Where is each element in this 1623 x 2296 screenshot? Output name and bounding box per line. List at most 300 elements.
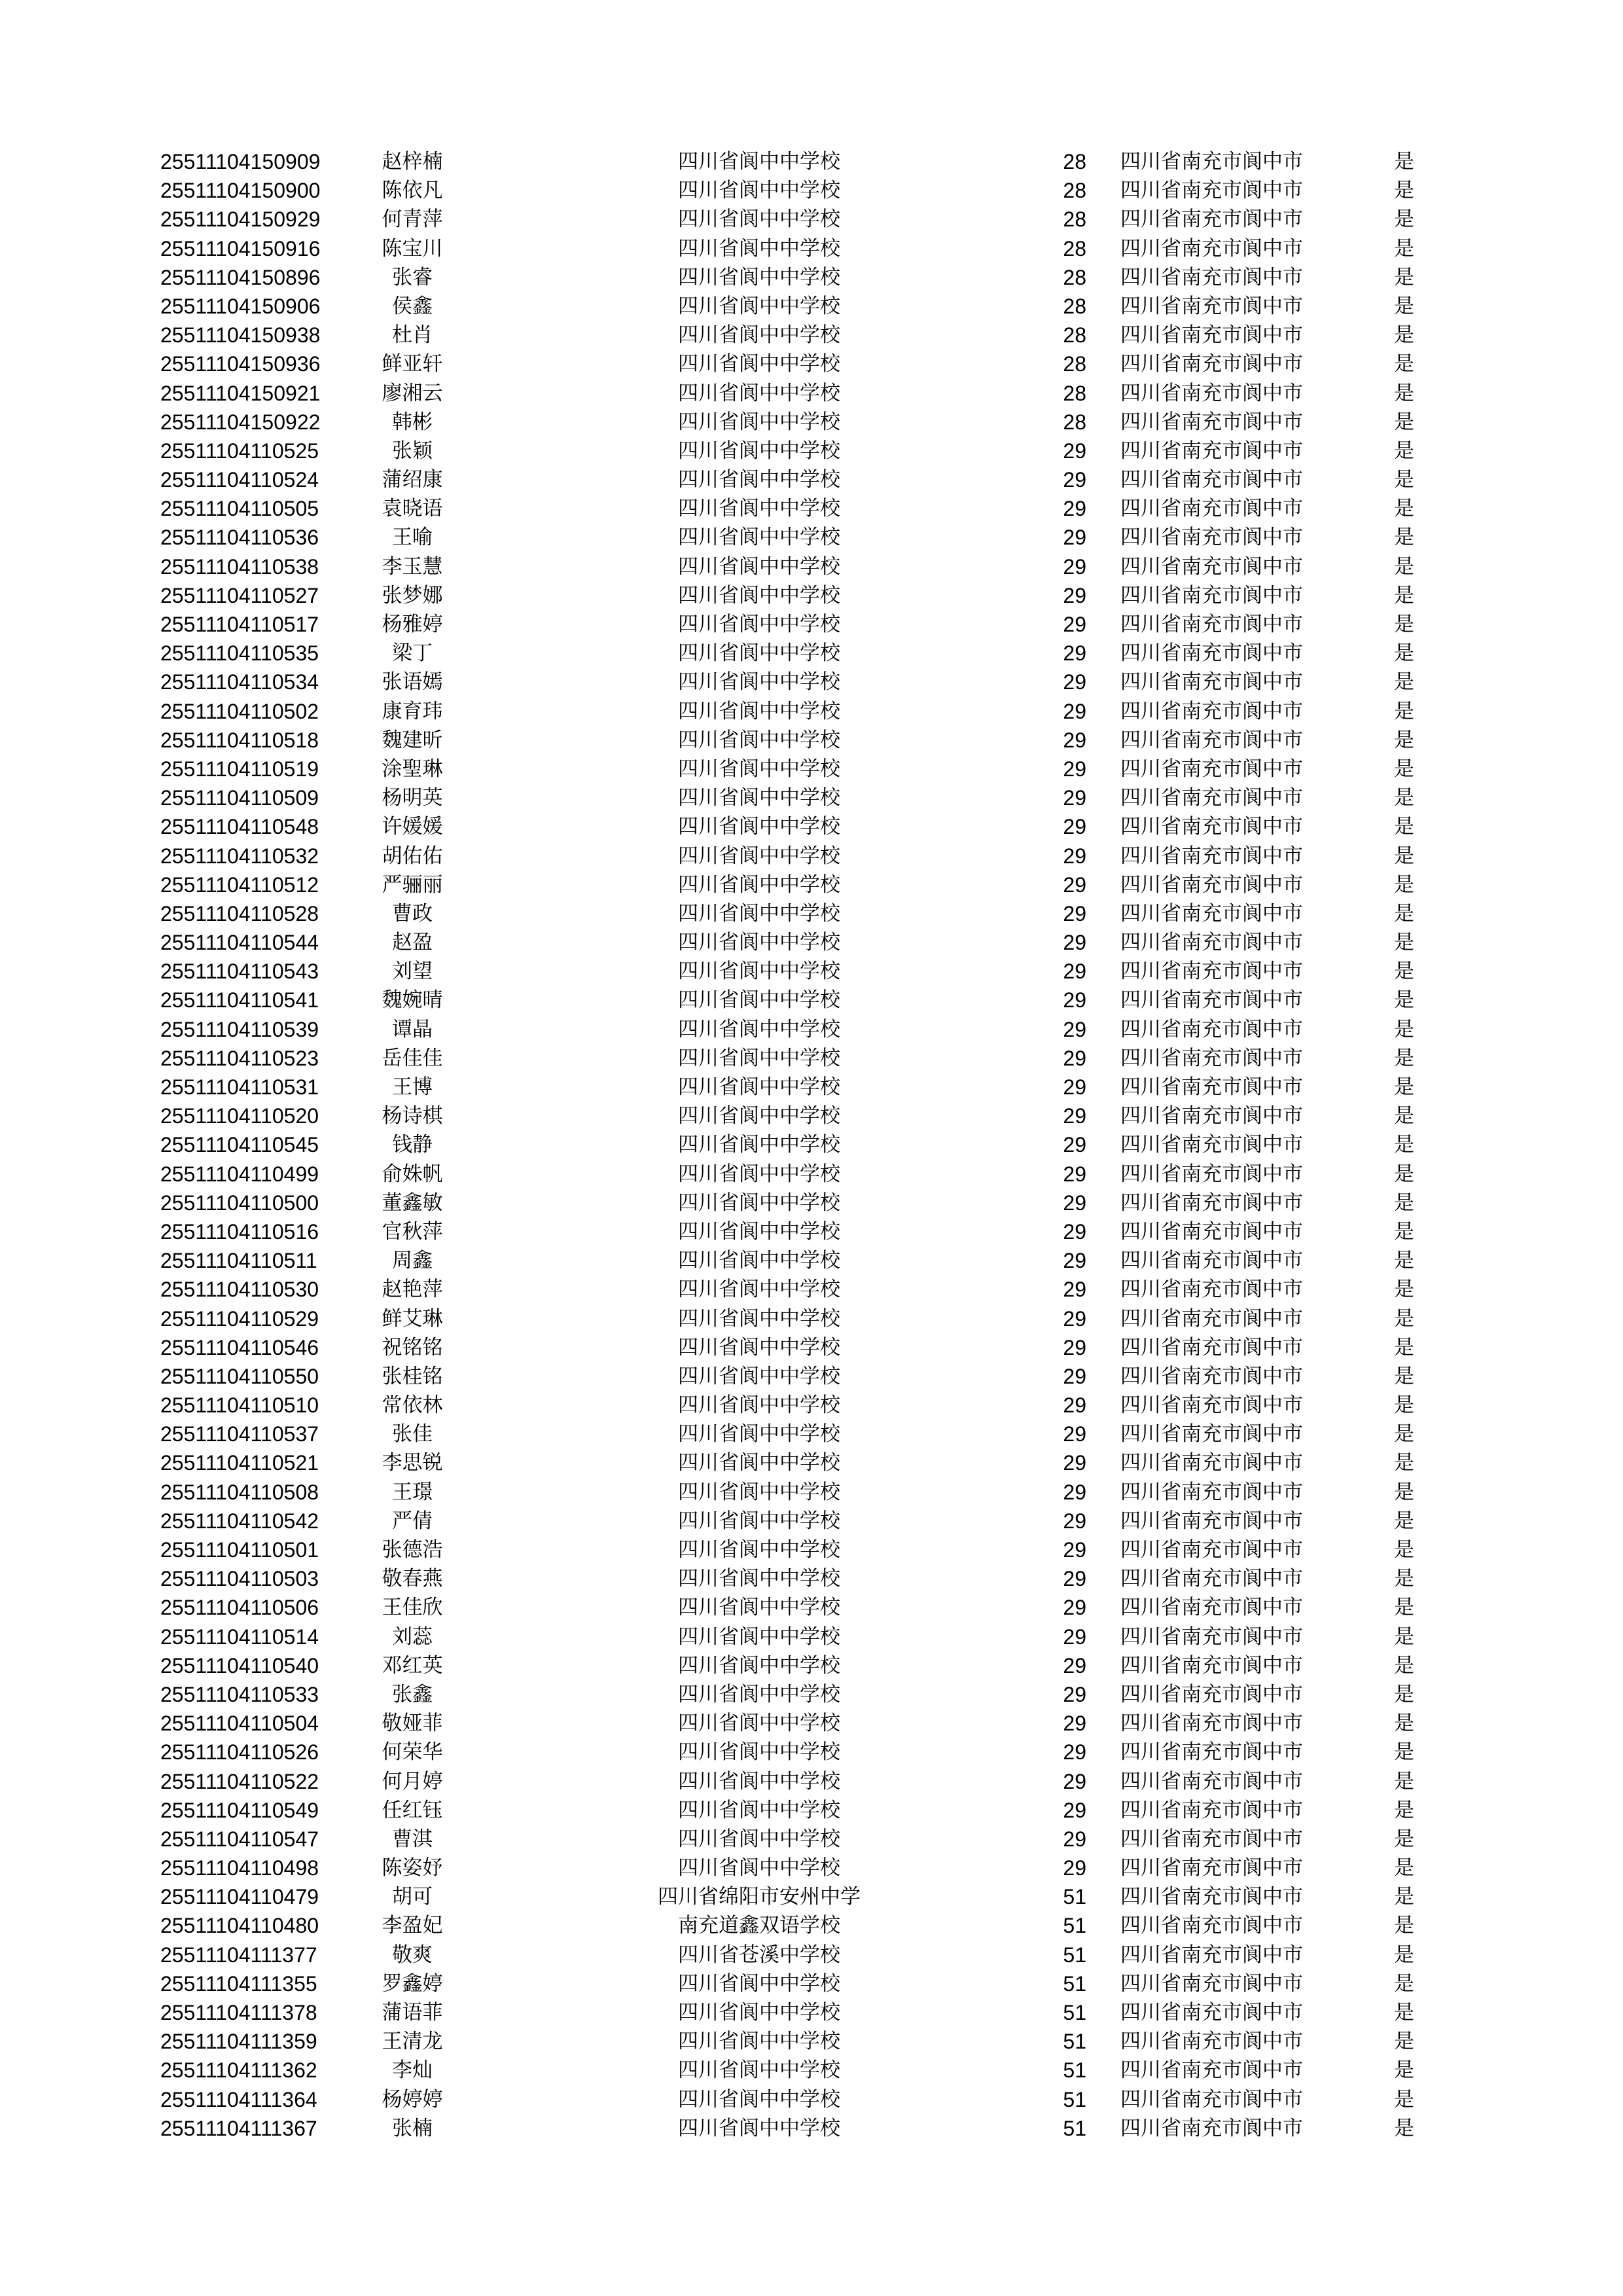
region: 四川省南充市阆中市 — [1120, 1046, 1303, 1070]
student-name: 邓红英 — [382, 1653, 443, 1677]
class-number: 51 — [1063, 2001, 1086, 2024]
region: 四川省南充市阆中市 — [1120, 439, 1303, 463]
table-row — [0, 639, 1623, 668]
student-id: 25511104150921 — [160, 381, 321, 405]
school-name: 四川省阆中中学校 — [678, 960, 840, 984]
status-flag: 是 — [1394, 583, 1414, 607]
student-name: 张德浩 — [382, 1538, 443, 1562]
class-number: 51 — [1063, 1885, 1086, 1909]
student-name: 康育玮 — [382, 699, 443, 723]
student-id: 25511104110539 — [160, 1017, 319, 1041]
student-id: 25511104110531 — [160, 1075, 319, 1099]
school-name: 四川省阆中中学校 — [678, 236, 840, 260]
class-number: 29 — [1063, 1624, 1086, 1649]
school-name: 四川省阆中中学校 — [678, 931, 840, 955]
student-id: 25511104110525 — [160, 439, 319, 463]
class-number: 29 — [1063, 844, 1086, 868]
table-row — [0, 1246, 1623, 1275]
class-number: 28 — [1063, 294, 1086, 318]
table-row — [0, 321, 1623, 350]
school-name: 四川省阆中中学校 — [678, 1509, 840, 1533]
school-name: 四川省阆中中学校 — [678, 1856, 840, 1880]
table-row — [0, 1189, 1623, 1217]
region: 四川省南充市阆中市 — [1120, 1712, 1303, 1736]
student-id: 25511104110537 — [160, 1422, 319, 1446]
status-flag: 是 — [1394, 1075, 1414, 1099]
status-flag: 是 — [1394, 2058, 1414, 2083]
status-flag: 是 — [1394, 381, 1414, 405]
student-id: 25511104150906 — [160, 294, 321, 318]
status-flag: 是 — [1394, 613, 1414, 636]
region: 四川省南充市阆中市 — [1120, 1191, 1303, 1215]
class-number: 51 — [1063, 2030, 1086, 2054]
table-row — [0, 552, 1623, 581]
table-row — [0, 1882, 1623, 1911]
student-name: 蒲绍康 — [382, 468, 443, 492]
student-name: 严倩 — [392, 1509, 433, 1533]
student-list — [0, 147, 1623, 2143]
status-flag: 是 — [1394, 526, 1414, 550]
school-name: 四川省阆中中学校 — [678, 1306, 840, 1331]
region: 四川省南充市阆中市 — [1120, 1769, 1303, 1793]
class-number: 29 — [1063, 1567, 1086, 1591]
status-flag: 是 — [1394, 1162, 1414, 1186]
student-id: 25511104110547 — [160, 1827, 319, 1851]
region: 四川省南充市阆中市 — [1120, 1364, 1303, 1388]
class-number: 29 — [1063, 1596, 1086, 1620]
class-number: 29 — [1063, 1306, 1086, 1331]
region: 四川省南充市阆中市 — [1120, 352, 1303, 376]
class-number: 29 — [1063, 1278, 1086, 1302]
class-number: 29 — [1063, 1249, 1086, 1273]
table-row — [0, 1448, 1623, 1477]
student-id: 25511104111377 — [160, 1943, 317, 1967]
table-row — [0, 2085, 1623, 2114]
class-number: 29 — [1063, 554, 1086, 579]
region: 四川省南充市阆中市 — [1120, 988, 1303, 1013]
school-name: 四川省阆中中学校 — [678, 2001, 840, 2024]
status-flag: 是 — [1394, 1249, 1414, 1273]
status-flag: 是 — [1394, 1335, 1414, 1359]
table-row — [0, 1564, 1623, 1593]
status-flag: 是 — [1394, 1278, 1414, 1302]
student-name: 周鑫 — [392, 1249, 433, 1273]
region: 四川省南充市阆中市 — [1120, 1682, 1303, 1706]
school-name: 四川省阆中中学校 — [678, 1278, 840, 1302]
status-flag: 是 — [1394, 265, 1414, 289]
region: 四川省南充市阆中市 — [1120, 150, 1303, 173]
region: 四川省南充市阆中市 — [1120, 526, 1303, 550]
region: 四川省南充市阆中市 — [1120, 1335, 1303, 1359]
table-row — [0, 1160, 1623, 1189]
student-name: 陈依凡 — [382, 179, 443, 203]
class-number: 29 — [1063, 1335, 1086, 1359]
table-row — [0, 1130, 1623, 1159]
region: 四川省南充市阆中市 — [1120, 294, 1303, 318]
region: 四川省南充市阆中市 — [1120, 1133, 1303, 1157]
student-name: 侯鑫 — [392, 294, 433, 318]
school-name: 四川省阆中中学校 — [678, 1653, 840, 1677]
status-flag: 是 — [1394, 1191, 1414, 1215]
region: 四川省南充市阆中市 — [1120, 583, 1303, 607]
table-row — [0, 697, 1623, 726]
class-number: 29 — [1063, 1075, 1086, 1099]
student-id: 25511104110519 — [160, 757, 319, 781]
status-flag: 是 — [1394, 1712, 1414, 1736]
student-id: 25511104110541 — [160, 988, 319, 1013]
class-number: 29 — [1063, 1798, 1086, 1822]
student-id: 25511104110510 — [160, 1393, 319, 1418]
class-number: 28 — [1063, 352, 1086, 376]
table-row — [0, 350, 1623, 378]
class-number: 29 — [1063, 728, 1086, 752]
status-flag: 是 — [1394, 497, 1414, 521]
region: 四川省南充市阆中市 — [1120, 786, 1303, 810]
class-number: 29 — [1063, 1769, 1086, 1793]
student-name: 何月婷 — [382, 1769, 443, 1793]
student-name: 刘望 — [392, 960, 433, 984]
class-number: 29 — [1063, 1653, 1086, 1677]
table-row — [0, 1911, 1623, 1940]
table-row — [0, 957, 1623, 986]
class-number: 29 — [1063, 1480, 1086, 1504]
school-name: 四川省阆中中学校 — [678, 179, 840, 203]
table-row — [0, 870, 1623, 899]
region: 四川省南充市阆中市 — [1120, 497, 1303, 521]
class-number: 29 — [1063, 1219, 1086, 1244]
student-id: 25511104110508 — [160, 1480, 319, 1504]
school-name: 四川省阆中中学校 — [678, 1249, 840, 1273]
student-name: 官秋萍 — [382, 1219, 443, 1244]
school-name: 四川省阆中中学校 — [678, 872, 840, 897]
school-name: 四川省阆中中学校 — [678, 1538, 840, 1562]
student-name: 何荣华 — [382, 1740, 443, 1765]
class-number: 51 — [1063, 1914, 1086, 1938]
student-id: 25511104111355 — [160, 1971, 317, 1996]
school-name: 四川省阆中中学校 — [678, 497, 840, 521]
class-number: 29 — [1063, 1451, 1086, 1475]
region: 四川省南充市阆中市 — [1120, 1943, 1303, 1967]
student-name: 敬爽 — [392, 1943, 433, 1967]
table-row — [0, 1623, 1623, 1651]
region: 四川省南充市阆中市 — [1120, 1451, 1303, 1475]
status-flag: 是 — [1394, 410, 1414, 434]
student-id: 25511104111364 — [160, 2087, 317, 2111]
class-number: 29 — [1063, 1740, 1086, 1765]
class-number: 28 — [1063, 381, 1086, 405]
school-name: 四川省阆中中学校 — [678, 641, 840, 666]
school-name: 四川省阆中中学校 — [678, 2087, 840, 2111]
status-flag: 是 — [1394, 1017, 1414, 1041]
student-id: 25511104110503 — [160, 1567, 319, 1591]
class-number: 29 — [1063, 1422, 1086, 1446]
class-number: 29 — [1063, 872, 1086, 897]
school-name: 四川省阆中中学校 — [678, 728, 840, 752]
region: 四川省南充市阆中市 — [1120, 1827, 1303, 1851]
student-id: 25511104110535 — [160, 641, 319, 666]
status-flag: 是 — [1394, 786, 1414, 810]
student-name: 张佳 — [392, 1422, 433, 1446]
student-name: 严骊丽 — [382, 872, 443, 897]
student-name: 张楠 — [392, 2116, 433, 2140]
status-flag: 是 — [1394, 872, 1414, 897]
table-row — [0, 234, 1623, 263]
table-row — [0, 1969, 1623, 1998]
table-row — [0, 668, 1623, 696]
region: 四川省南充市阆中市 — [1120, 1162, 1303, 1186]
table-row — [0, 1044, 1623, 1073]
region: 四川省南充市阆中市 — [1120, 931, 1303, 955]
status-flag: 是 — [1394, 1219, 1414, 1244]
student-id: 25511104110532 — [160, 844, 319, 868]
region: 四川省南充市阆中市 — [1120, 1509, 1303, 1533]
school-name: 四川省阆中中学校 — [678, 554, 840, 579]
class-number: 29 — [1063, 613, 1086, 636]
region: 四川省南充市阆中市 — [1120, 901, 1303, 925]
student-id: 25511104110534 — [160, 670, 319, 694]
table-row — [0, 2056, 1623, 2085]
table-row — [0, 842, 1623, 870]
class-number: 29 — [1063, 583, 1086, 607]
class-number: 51 — [1063, 1971, 1086, 1996]
school-name: 四川省阆中中学校 — [678, 1335, 840, 1359]
student-id: 25511104110540 — [160, 1653, 319, 1677]
table-row — [0, 379, 1623, 408]
class-number: 28 — [1063, 179, 1086, 203]
student-name: 钱静 — [392, 1133, 433, 1157]
student-id: 25511104110527 — [160, 583, 319, 607]
student-name: 任红钰 — [382, 1798, 443, 1822]
region: 四川省南充市阆中市 — [1120, 1885, 1303, 1909]
region: 四川省南充市阆中市 — [1120, 1219, 1303, 1244]
student-name: 涂聖琳 — [382, 757, 443, 781]
status-flag: 是 — [1394, 2087, 1414, 2111]
status-flag: 是 — [1394, 554, 1414, 579]
school-name: 四川省阆中中学校 — [678, 1480, 840, 1504]
student-id: 25511104110546 — [160, 1335, 319, 1359]
table-row — [0, 1333, 1623, 1362]
region: 四川省南充市阆中市 — [1120, 757, 1303, 781]
table-row — [0, 581, 1623, 610]
region: 四川省南充市阆中市 — [1120, 1596, 1303, 1620]
school-name: 四川省阆中中学校 — [678, 1422, 840, 1446]
class-number: 29 — [1063, 1191, 1086, 1215]
class-number: 29 — [1063, 1104, 1086, 1128]
class-number: 51 — [1063, 2058, 1086, 2083]
school-name: 四川省阆中中学校 — [678, 352, 840, 376]
class-number: 29 — [1063, 641, 1086, 666]
region: 四川省南充市阆中市 — [1120, 1104, 1303, 1128]
student-name: 祝铭铭 — [382, 1335, 443, 1359]
student-id: 25511104110542 — [160, 1509, 319, 1533]
table-row — [0, 1998, 1623, 2027]
student-id: 25511104110518 — [160, 728, 319, 752]
student-id: 25511104110504 — [160, 1712, 319, 1736]
table-row — [0, 1680, 1623, 1709]
student-name: 曹政 — [392, 901, 433, 925]
student-id: 25511104110530 — [160, 1278, 319, 1302]
status-flag: 是 — [1394, 1885, 1414, 1909]
school-name: 四川省阆中中学校 — [678, 1827, 840, 1851]
region: 四川省南充市阆中市 — [1120, 2116, 1303, 2140]
table-row — [0, 437, 1623, 465]
region: 四川省南充市阆中市 — [1120, 872, 1303, 897]
student-id: 25511104110509 — [160, 786, 319, 810]
class-number: 29 — [1063, 1509, 1086, 1533]
status-flag: 是 — [1394, 1653, 1414, 1677]
student-name: 王博 — [392, 1075, 433, 1099]
status-flag: 是 — [1394, 641, 1414, 666]
status-flag: 是 — [1394, 988, 1414, 1013]
student-name: 鲜亚轩 — [382, 352, 443, 376]
status-flag: 是 — [1394, 1480, 1414, 1504]
student-name: 胡可 — [392, 1885, 433, 1909]
region: 四川省南充市阆中市 — [1120, 1740, 1303, 1765]
status-flag: 是 — [1394, 960, 1414, 984]
student-name: 杨婷婷 — [382, 2087, 443, 2111]
region: 四川省南充市阆中市 — [1120, 236, 1303, 260]
status-flag: 是 — [1394, 1393, 1414, 1418]
region: 四川省南充市阆中市 — [1120, 1278, 1303, 1302]
student-id: 25511104110521 — [160, 1451, 319, 1475]
student-id: 25511104110545 — [160, 1133, 319, 1157]
status-flag: 是 — [1394, 2030, 1414, 2054]
region: 四川省南充市阆中市 — [1120, 2058, 1303, 2083]
school-name: 四川省阆中中学校 — [678, 2116, 840, 2140]
student-id: 25511104110550 — [160, 1364, 319, 1388]
table-row — [0, 523, 1623, 552]
student-name: 赵梓楠 — [382, 150, 443, 173]
school-name: 四川省阆中中学校 — [678, 323, 840, 348]
table-row — [0, 494, 1623, 523]
status-flag: 是 — [1394, 207, 1414, 232]
status-flag: 是 — [1394, 1682, 1414, 1706]
school-name: 四川省阆中中学校 — [678, 1219, 840, 1244]
school-name: 四川省阆中中学校 — [678, 526, 840, 550]
status-flag: 是 — [1394, 1306, 1414, 1331]
school-name: 四川省阆中中学校 — [678, 1364, 840, 1388]
student-id: 25511104150916 — [160, 236, 321, 260]
table-row — [0, 1825, 1623, 1854]
table-row — [0, 812, 1623, 841]
status-flag: 是 — [1394, 699, 1414, 723]
student-name: 陈宝川 — [382, 236, 443, 260]
school-name: 南充道鑫双语学校 — [678, 1914, 840, 1938]
status-flag: 是 — [1394, 844, 1414, 868]
school-name: 四川省阆中中学校 — [678, 757, 840, 781]
school-name: 四川省阆中中学校 — [678, 1133, 840, 1157]
class-number: 29 — [1063, 526, 1086, 550]
student-id: 25511104110511 — [160, 1249, 317, 1273]
region: 四川省南充市阆中市 — [1120, 1856, 1303, 1880]
region: 四川省南充市阆中市 — [1120, 1017, 1303, 1041]
student-name: 董鑫敏 — [382, 1191, 443, 1215]
table-row — [0, 1362, 1623, 1391]
school-name: 四川省阆中中学校 — [678, 468, 840, 492]
school-name: 四川省阆中中学校 — [678, 410, 840, 434]
student-name: 张颖 — [392, 439, 433, 463]
school-name: 四川省苍溪中学校 — [678, 1943, 840, 1967]
student-id: 25511104110528 — [160, 901, 319, 925]
status-flag: 是 — [1394, 1943, 1414, 1967]
region: 四川省南充市阆中市 — [1120, 323, 1303, 348]
student-id: 25511104110529 — [160, 1306, 319, 1331]
table-row — [0, 2027, 1623, 2056]
school-name: 四川省阆中中学校 — [678, 1393, 840, 1418]
region: 四川省南充市阆中市 — [1120, 2001, 1303, 2024]
student-name: 张桂铭 — [382, 1364, 443, 1388]
class-number: 29 — [1063, 1827, 1086, 1851]
region: 四川省南充市阆中市 — [1120, 1538, 1303, 1562]
student-name: 何青萍 — [382, 207, 443, 232]
status-flag: 是 — [1394, 670, 1414, 694]
school-name: 四川省阆中中学校 — [678, 1075, 840, 1099]
region: 四川省南充市阆中市 — [1120, 1914, 1303, 1938]
school-name: 四川省阆中中学校 — [678, 1624, 840, 1649]
school-name: 四川省阆中中学校 — [678, 2030, 840, 2054]
status-flag: 是 — [1394, 1596, 1414, 1620]
student-id: 25511104110480 — [160, 1914, 319, 1938]
class-number: 28 — [1063, 236, 1086, 260]
student-name: 王喻 — [392, 526, 433, 550]
table-row — [0, 292, 1623, 321]
student-id: 25511104110523 — [160, 1046, 319, 1070]
table-row — [0, 1073, 1623, 1102]
region: 四川省南充市阆中市 — [1120, 468, 1303, 492]
school-name: 四川省阆中中学校 — [678, 381, 840, 405]
class-number: 51 — [1063, 2087, 1086, 2111]
school-name: 四川省阆中中学校 — [678, 699, 840, 723]
school-name: 四川省阆中中学校 — [678, 1046, 840, 1070]
region: 四川省南充市阆中市 — [1120, 960, 1303, 984]
status-flag: 是 — [1394, 179, 1414, 203]
student-id: 25511104110512 — [160, 872, 319, 897]
student-id: 25511104110526 — [160, 1740, 319, 1765]
status-flag: 是 — [1394, 294, 1414, 318]
class-number: 29 — [1063, 786, 1086, 810]
student-id: 25511104150938 — [160, 323, 321, 348]
table-row — [0, 1796, 1623, 1825]
student-id: 25511104110543 — [160, 960, 319, 984]
status-flag: 是 — [1394, 1971, 1414, 1996]
student-id: 25511104110524 — [160, 468, 319, 492]
school-name: 四川省阆中中学校 — [678, 150, 840, 173]
class-number: 29 — [1063, 1393, 1086, 1418]
class-number: 28 — [1063, 207, 1086, 232]
student-name: 谭晶 — [392, 1017, 433, 1041]
student-name: 赵艳萍 — [382, 1278, 443, 1302]
student-name: 杜肖 — [392, 323, 433, 348]
school-name: 四川省阆中中学校 — [678, 1769, 840, 1793]
student-id: 25511104110522 — [160, 1769, 319, 1793]
school-name: 四川省阆中中学校 — [678, 988, 840, 1013]
class-number: 29 — [1063, 1364, 1086, 1388]
school-name: 四川省阆中中学校 — [678, 1712, 840, 1736]
school-name: 四川省阆中中学校 — [678, 1682, 840, 1706]
student-name: 魏建昕 — [382, 728, 443, 752]
class-number: 29 — [1063, 670, 1086, 694]
student-id: 25511104110506 — [160, 1596, 319, 1620]
status-flag: 是 — [1394, 1769, 1414, 1793]
school-name: 四川省阆中中学校 — [678, 901, 840, 925]
table-row — [0, 263, 1623, 292]
student-id: 25511104111362 — [160, 2058, 317, 2083]
table-row — [0, 1420, 1623, 1448]
school-name: 四川省阆中中学校 — [678, 265, 840, 289]
status-flag: 是 — [1394, 439, 1414, 463]
region: 四川省南充市阆中市 — [1120, 2030, 1303, 2054]
student-id: 25511104110500 — [160, 1191, 319, 1215]
